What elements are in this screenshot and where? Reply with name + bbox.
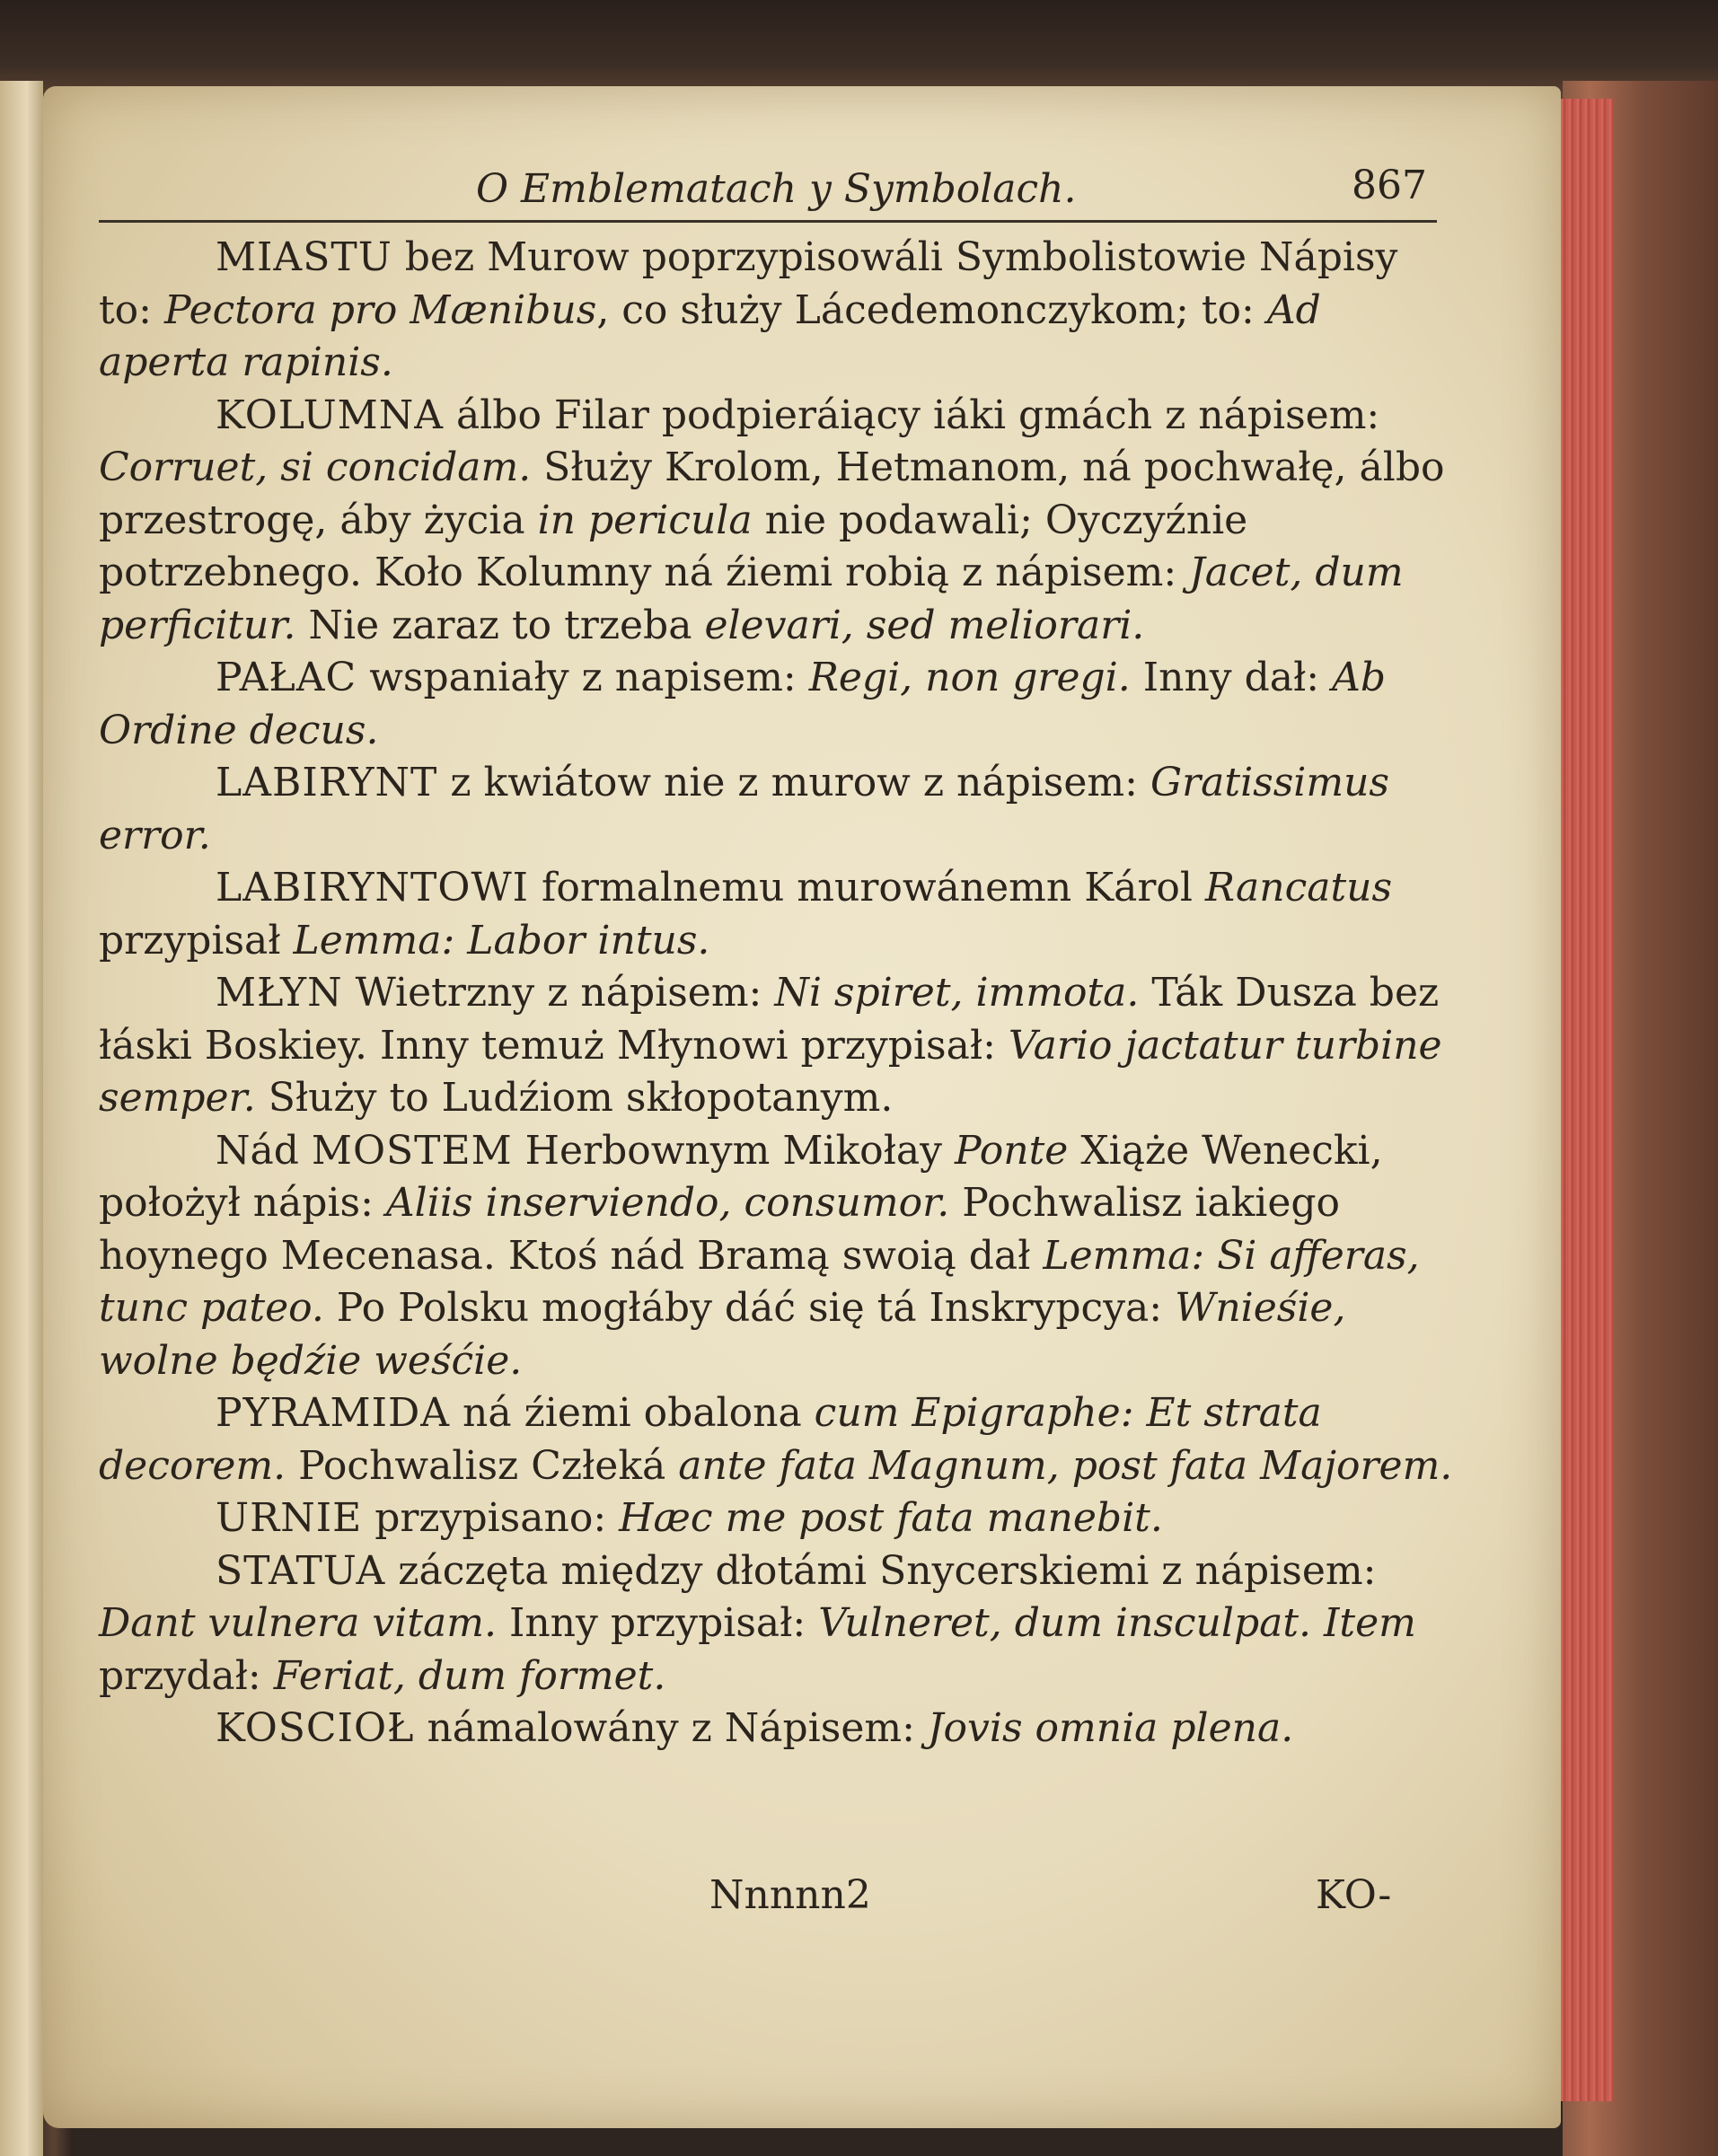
latin-motto: Corruet, si concidam. (99, 444, 532, 490)
latin-motto: Feriat, dum formet. (273, 1652, 666, 1699)
entry-text: záczęta między dłotámi Snycerskiemi z nápisem: (385, 1547, 1377, 1594)
entry-text: Służy Krolom, Hetmanom, ná pochwałę, álbo przestrogę, áby życia (99, 444, 1445, 543)
entry-paragraph (99, 862, 1455, 967)
entry-text: z kwiátow nie z murow z nápisem: (437, 760, 1150, 805)
latin-motto: Item (1324, 1600, 1416, 1646)
running-title: O Emblematach y Symbolach. (476, 166, 1077, 212)
latin-motto: in pericula (537, 497, 753, 543)
page-body (99, 232, 1455, 1756)
running-header (99, 163, 1437, 223)
entry-keyword: PAŁAC (216, 655, 357, 700)
entry-keyword: MOSTEM (311, 1127, 513, 1174)
latin-motto: Ad aperta rapinis. (99, 286, 1321, 385)
entry-text: námalowány z Nápisem: (414, 1705, 928, 1751)
entry-text: Ták Dusza bez łáski Boskiey. Inny temuż Młynowi przypisał: (99, 970, 1440, 1069)
entry-text: Herbownym Mikołay (512, 1127, 955, 1174)
entry-keyword: MŁYN (216, 970, 343, 1016)
facing-page-edge (0, 81, 43, 2156)
latin-motto: elevari, sed meliorari. (704, 602, 1145, 648)
entry-text: nie podawali; Oyczyźnie potrzebnego. Koło Kolumny ná źiemi robią z nápisem: (99, 497, 1248, 595)
entry-text: formalnemu murowánemn Károl (529, 865, 1205, 911)
entry-paragraph (99, 757, 1455, 862)
entry-paragraph (99, 1545, 1455, 1703)
latin-motto: Lemma: Si afferas, tunc pateo. (99, 1232, 1420, 1331)
latin-motto: cum Epigraphe: Et strata decorem. (99, 1390, 1322, 1489)
latin-motto: Vulneret, dum insculpat. (818, 1600, 1312, 1646)
entry-paragraph (99, 390, 1455, 653)
entry-paragraph (99, 1703, 1455, 1756)
latin-motto: Hæc me post fata manebit. (619, 1495, 1163, 1541)
latin-motto: ante fata Magnum, post fata Majorem. (678, 1442, 1453, 1489)
entry-keyword: KOLUMNA (216, 392, 444, 438)
entry-text: przypisał (99, 917, 294, 964)
entry-paragraph (99, 232, 1455, 390)
latin-motto: Pectora pro Mænibus (163, 286, 597, 333)
entry-keyword: LABIRYNT (216, 760, 438, 805)
latin-motto: Gratissimus error. (99, 760, 1390, 858)
latin-motto: Ni spiret, immota. (774, 970, 1140, 1016)
latin-motto: Dant vulnera vitam. (99, 1600, 497, 1646)
entry-keyword: LABIRYNTOWI (216, 865, 530, 911)
entry-text: Nád (216, 1127, 312, 1174)
entry-text: wspaniały z napisem: (357, 655, 809, 700)
latin-motto: Ponte (954, 1127, 1069, 1174)
entry-keyword: URNIE (216, 1495, 363, 1541)
entry-text: Nie zaraz to trzeba (295, 602, 705, 648)
entry-paragraph (99, 1125, 1455, 1388)
entry-keyword: STATUA (216, 1547, 386, 1594)
entry-text: Wietrzny z nápisem: (342, 970, 775, 1016)
entry-text: Służy to Ludźiom skłopotanym. (255, 1075, 894, 1121)
latin-motto: Aliis inserviendo, consumor. (385, 1180, 950, 1226)
entry-text: , co służy Lácedemonczykom; to: (596, 286, 1267, 333)
entry-text: Xiąże Wenecki, położył nápis: (99, 1127, 1383, 1226)
page-footer (99, 1872, 1437, 1935)
entry-text: bez Murow poprzypisowáli Symbolistowie Nápisy to: (99, 234, 1398, 333)
latin-motto: Wnieśie, wolne będźie weśćie. (99, 1285, 1346, 1384)
entry-text: Inny dał: (1130, 655, 1333, 700)
entry-text: przypisano: (362, 1495, 620, 1541)
entry-paragraph (99, 1492, 1455, 1545)
latin-motto: Lemma: Labor intus. (293, 917, 710, 964)
latin-motto: Jovis omnia plena. (927, 1705, 1294, 1751)
catchword: KO- (1316, 1872, 1392, 1918)
entry-keyword: PYRAMIDA (216, 1390, 451, 1436)
latin-motto: Regi, non gregi. (808, 655, 1131, 700)
book-cover-top (0, 0, 1718, 99)
entry-paragraph (99, 967, 1455, 1125)
entry-keyword: MIASTU (216, 234, 392, 280)
entry-text: Pochwalisz Człeká (286, 1442, 679, 1489)
entry-text: Pochwalisz iakiego hoynego Mecenasa. Ktoś nád Bramą swoią dał (99, 1180, 1341, 1279)
entry-text: przydał: (99, 1652, 274, 1699)
entry-text: álbo Filar podpieráiący iáki gmách z nápisem: (443, 392, 1380, 438)
latin-motto: Rancatus (1204, 865, 1393, 911)
entry-paragraph (99, 652, 1455, 757)
latin-motto: Vario jactatur turbine semper. (99, 1022, 1442, 1121)
latin-motto: Jacet, dum perficitur. (99, 550, 1404, 648)
signature-mark: Nnnnn2 (709, 1872, 871, 1918)
page-number: 867 (1352, 163, 1427, 208)
entry-text: Po Polsku mogłáby dáć się tá Inskrypcya: (323, 1285, 1176, 1331)
latin-motto: Ab Ordine decus. (99, 655, 1387, 753)
entry-text: Inny przypisał: (496, 1600, 819, 1646)
entry-keyword: KOSCIOŁ (216, 1705, 415, 1751)
entry-paragraph (99, 1387, 1455, 1492)
entry-text (1311, 1600, 1324, 1646)
entry-text: ná źiemi obalona (450, 1390, 815, 1436)
